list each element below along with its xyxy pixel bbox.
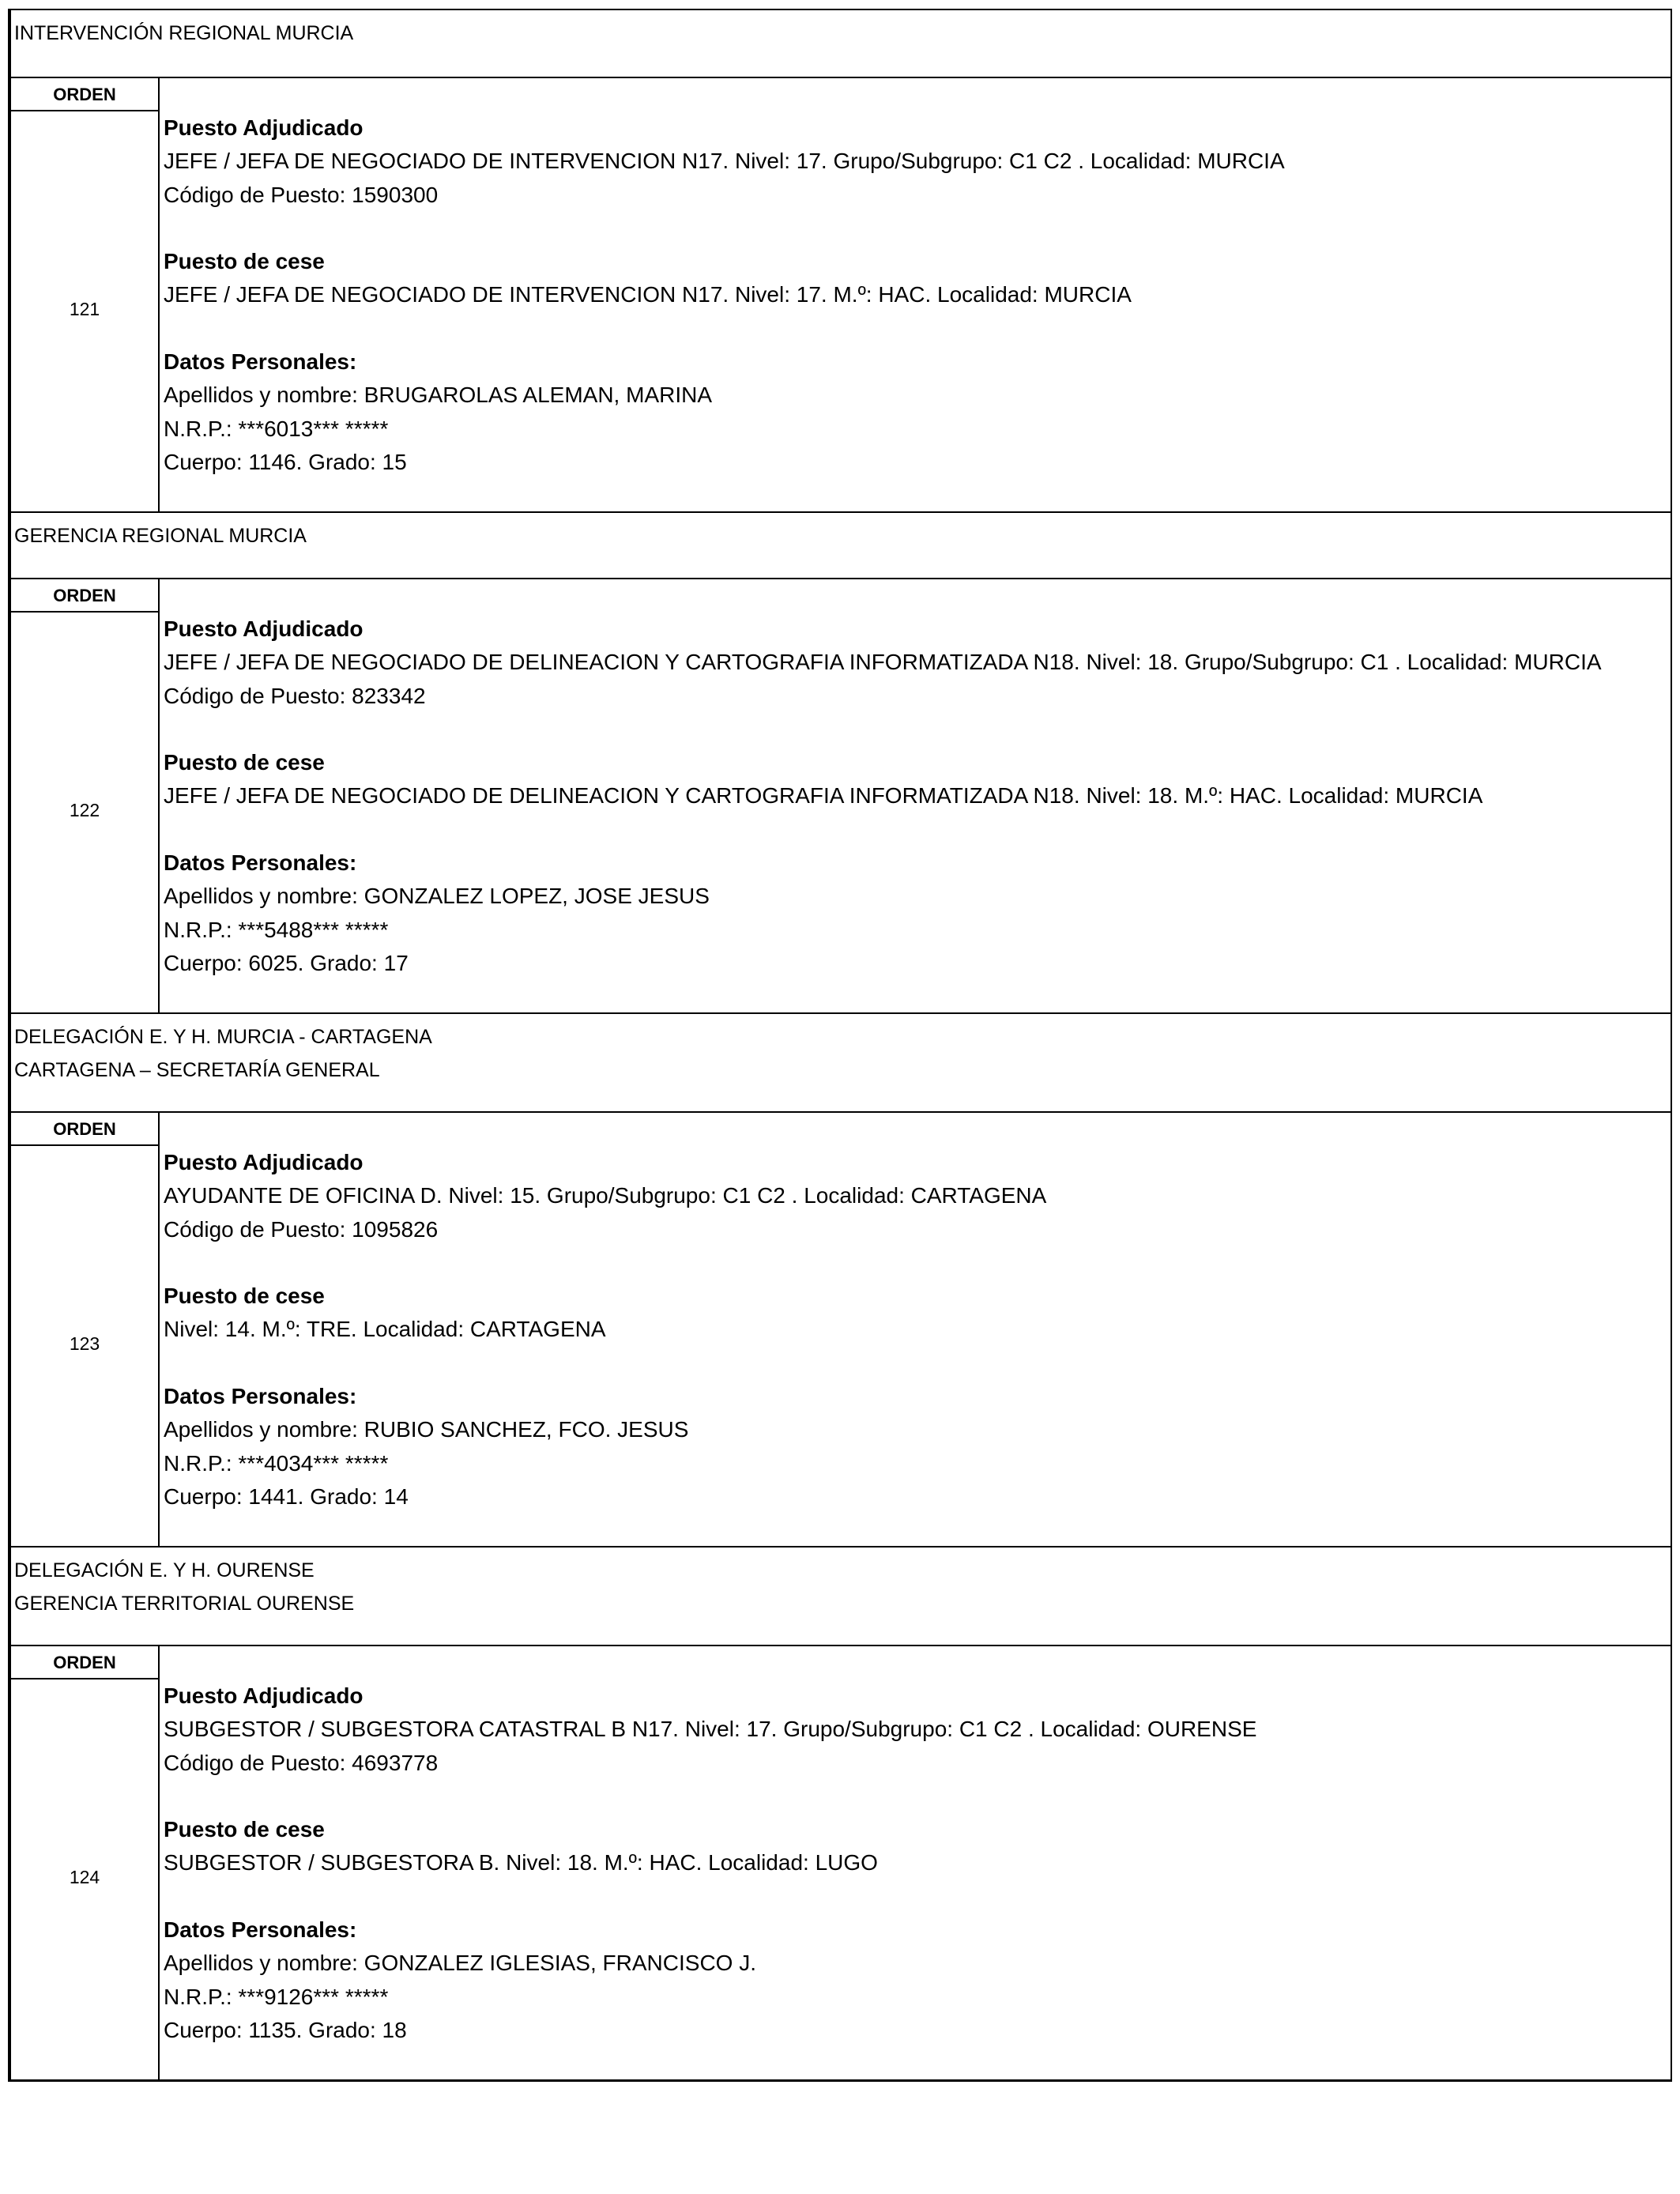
puesto-adjudicado-text: SUBGESTOR / SUBGESTORA CATASTRAL B N17. Nivel: 17. Grupo/Subgrupo: C1 C2 . Localidad: OURENSE	[164, 1717, 1257, 1742]
nrp: N.R.P.: ***9126*** *****	[164, 1984, 389, 2009]
nrp: N.R.P.: ***4034*** *****	[164, 1450, 389, 1476]
orden-column	[11, 1113, 160, 1546]
apellidos-nombre: Apellidos y nombre: RUBIO SANCHEZ, FCO. JESUS	[164, 1417, 689, 1442]
assignment-details	[160, 78, 1671, 511]
assignment-row	[11, 78, 1671, 511]
puesto-cese-text: JEFE / JEFA DE NEGOCIADO DE INTERVENCION N17. Nivel: 17. M.º: HAC. Localidad: MURCIA	[164, 282, 1132, 307]
section-header-line: GERENCIA REGIONAL MURCIA	[14, 525, 307, 547]
puesto-cese-heading: Puesto de cese	[164, 1284, 325, 1309]
section-header	[11, 10, 1671, 78]
puesto-adjudicado-text: JEFE / JEFA DE NEGOCIADO DE DELINEACION Y CARTOGRAFIA INFORMATIZADA N18. Nivel: 18. Grupo/Subgrupo: C1 . Localidad: MURCIA	[164, 650, 1602, 675]
assignment-details	[160, 1646, 1671, 2079]
codigo-puesto: Código de Puesto: 4693778	[164, 1750, 439, 1775]
section-header-line: DELEGACIÓN E. Y H. OURENSE	[14, 1559, 315, 1581]
codigo-puesto: Código de Puesto: 1590300	[164, 182, 439, 207]
datos-personales-heading: Datos Personales:	[164, 349, 357, 375]
orden-number: 122	[69, 799, 100, 820]
apellidos-nombre: Apellidos y nombre: GONZALEZ IGLESIAS, FRANCISCO J.	[164, 1951, 756, 1976]
nrp: N.R.P.: ***6013*** *****	[164, 416, 389, 441]
assignment-table	[8, 9, 1672, 2082]
orden-column	[11, 579, 160, 1012]
puesto-cese-text: JEFE / JEFA DE NEGOCIADO DE DELINEACION Y CARTOGRAFIA INFORMATIZADA N18. Nivel: 18. M.º: HAC. Localidad: MURCIA	[164, 783, 1483, 809]
section-header	[11, 1546, 1671, 1646]
assignment-row	[11, 579, 1671, 1012]
puesto-adjudicado-text: AYUDANTE DE OFICINA D. Nivel: 15. Grupo/Subgrupo: C1 C2 . Localidad: CARTAGENA	[164, 1183, 1047, 1208]
orden-number: 123	[69, 1333, 100, 1354]
puesto-adjudicado-heading: Puesto Adjudicado	[164, 616, 363, 641]
puesto-adjudicado-text: JEFE / JEFA DE NEGOCIADO DE INTERVENCION N17. Nivel: 17. Grupo/Subgrupo: C1 C2 . Localidad: MURCIA	[164, 149, 1285, 174]
assignment-details	[160, 579, 1671, 1012]
section-header	[11, 511, 1671, 579]
codigo-puesto: Código de Puesto: 1095826	[164, 1216, 439, 1242]
puesto-adjudicado-heading: Puesto Adjudicado	[164, 115, 363, 140]
orden-number: 121	[69, 298, 100, 319]
section-header-line: CARTAGENA – SECRETARÍA GENERAL	[14, 1059, 380, 1081]
section-header-line: DELEGACIÓN E. Y H. MURCIA - CARTAGENA	[14, 1026, 432, 1048]
orden-label: ORDEN	[11, 78, 158, 111]
section-header-line: GERENCIA TERRITORIAL OURENSE	[14, 1593, 355, 1615]
puesto-cese-heading: Puesto de cese	[164, 1817, 325, 1842]
datos-personales-heading: Datos Personales:	[164, 1917, 357, 1943]
orden-column	[11, 78, 160, 511]
apellidos-nombre: Apellidos y nombre: BRUGAROLAS ALEMAN, MARINA	[164, 383, 713, 408]
puesto-adjudicado-heading: Puesto Adjudicado	[164, 1150, 363, 1174]
nrp: N.R.P.: ***5488*** *****	[164, 917, 389, 942]
apellidos-nombre: Apellidos y nombre: GONZALEZ LOPEZ, JOSE JESUS	[164, 884, 710, 909]
puesto-cese-text: Nivel: 14. M.º: TRE. Localidad: CARTAGENA	[164, 1317, 606, 1342]
cuerpo-grado: Cuerpo: 1146. Grado: 15	[164, 449, 407, 474]
cuerpo-grado: Cuerpo: 1441. Grado: 14	[164, 1483, 409, 1509]
datos-personales-heading: Datos Personales:	[164, 850, 357, 876]
cuerpo-grado: Cuerpo: 1135. Grado: 18	[164, 2017, 407, 2042]
orden-label: ORDEN	[11, 1646, 158, 1679]
assignment-details	[160, 1113, 1671, 1546]
cuerpo-grado: Cuerpo: 6025. Grado: 17	[164, 950, 409, 975]
orden-column	[11, 1646, 160, 2079]
codigo-puesto: Código de Puesto: 823342	[164, 683, 426, 708]
section-header-line: INTERVENCIÓN REGIONAL MURCIA	[14, 22, 354, 44]
puesto-cese-heading: Puesto de cese	[164, 249, 325, 274]
assignment-row	[11, 1646, 1671, 2079]
orden-label: ORDEN	[11, 1113, 158, 1146]
puesto-cese-text: SUBGESTOR / SUBGESTORA B. Nivel: 18. M.º: HAC. Localidad: LUGO	[164, 1850, 878, 1875]
puesto-adjudicado-heading: Puesto Adjudicado	[164, 1683, 363, 1708]
section-header	[11, 1012, 1671, 1113]
assignment-row	[11, 1113, 1671, 1546]
datos-personales-heading: Datos Personales:	[164, 1384, 357, 1409]
puesto-cese-heading: Puesto de cese	[164, 750, 325, 775]
orden-label: ORDEN	[11, 579, 158, 613]
orden-number: 124	[69, 1866, 100, 1887]
